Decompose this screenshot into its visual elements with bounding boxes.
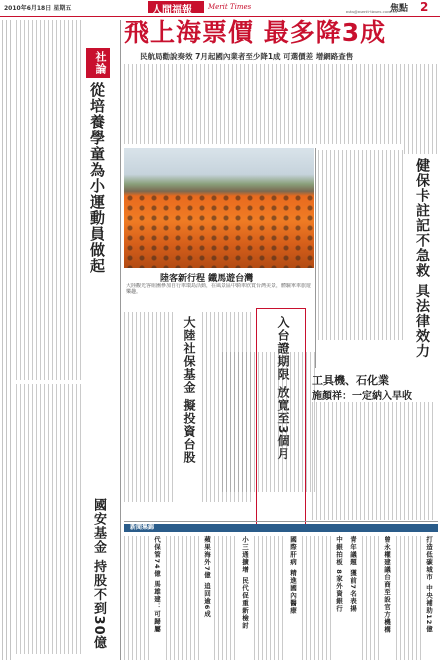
column-rule-left (120, 20, 121, 660)
masthead-rule (0, 16, 440, 17)
social-fund-headline: 大陸社保基金 擬投資台股 (182, 316, 196, 465)
national-fund-body-top (16, 384, 84, 504)
health-card-headline: 健保卡註記不急救 具法律效力 (414, 158, 430, 359)
brief-body-1 (124, 536, 150, 660)
brief-body-4 (254, 536, 286, 660)
brief-body-5 (302, 536, 332, 660)
national-fund-body (16, 504, 84, 654)
editorial-headline: 從培養學童為小運動員做起 (88, 82, 106, 274)
main-story-body (124, 64, 404, 144)
section-rule-briefs (124, 521, 438, 522)
photo-caption: 大陸觀光客組團參加自行車環島活動，在風景區中騎車欣賞台灣美景，體驗單車旅遊樂趣。 (126, 283, 312, 295)
page-number: 2 (420, 0, 429, 14)
main-story-right-body (404, 64, 438, 154)
column-rule-right (315, 148, 316, 368)
industry-body (312, 402, 436, 520)
masthead-url: mtn@merit-times.com.tw (346, 9, 398, 14)
brief-headline-4: 國際肝病 精進國內醫療 (289, 536, 297, 615)
masthead-date: 2010年6月18日 星期五 (4, 5, 72, 12)
briefs-label: 新聞集錦 (130, 524, 155, 531)
main-headline: 飛上海票價 最多降3成 (124, 18, 387, 47)
main-subhead: 民航局勸說奏效 7月起國內業者至少降1成 可選價差 增網路查售 (140, 52, 354, 61)
brief-body-7 (362, 536, 380, 660)
masthead-section: 焦點 (390, 4, 409, 14)
masthead (0, 0, 440, 16)
brief-headline-1: 代保管74億 馬雄建：可歸屬 (153, 536, 161, 633)
brief-body-2 (166, 536, 200, 660)
national-fund-headline: 國安基金 持股不到30億 (91, 498, 106, 650)
left-strip-text (2, 20, 12, 660)
photo-crowd-heads (124, 192, 314, 268)
entry-permit-headline: 入台證期限 放寬至3個月 (276, 316, 290, 461)
brief-body-8 (396, 536, 422, 660)
photo-title: 陸客新行程 鐵馬遊台灣 (160, 274, 254, 284)
brief-headline-2: 蘋果海外7億 追回逾6成 (203, 536, 211, 618)
brief-headline-6: 青年議題 獲前7名表揚 (349, 536, 357, 613)
briefs-bar (124, 524, 438, 532)
brief-headline-8: 打造低碳城市 中央補助12億 (425, 536, 433, 633)
masthead-logo-text: 人間福報 (152, 5, 192, 16)
brief-headline-3: 小三通擴增 民代促重新檢討 (241, 536, 249, 630)
health-card-body (318, 150, 406, 340)
feature-photo (124, 148, 314, 268)
brief-body-3 (214, 536, 238, 660)
industry-subhead: 施顏祥：一定納入早收 (312, 391, 412, 402)
industry-headline: 工具機、石化業 (312, 374, 389, 387)
editorial-tag-label: 社論 (94, 51, 107, 75)
social-fund-body-left (124, 312, 176, 502)
brief-headline-5: 中銀拍板 8家外資銀行 (335, 536, 343, 613)
masthead-logo-en: Merit Times (208, 3, 252, 11)
entry-permit-body (222, 352, 318, 492)
brief-headline-7: 曾永權建議台商至設官方機構 (383, 536, 391, 634)
editorial-body (16, 20, 84, 380)
